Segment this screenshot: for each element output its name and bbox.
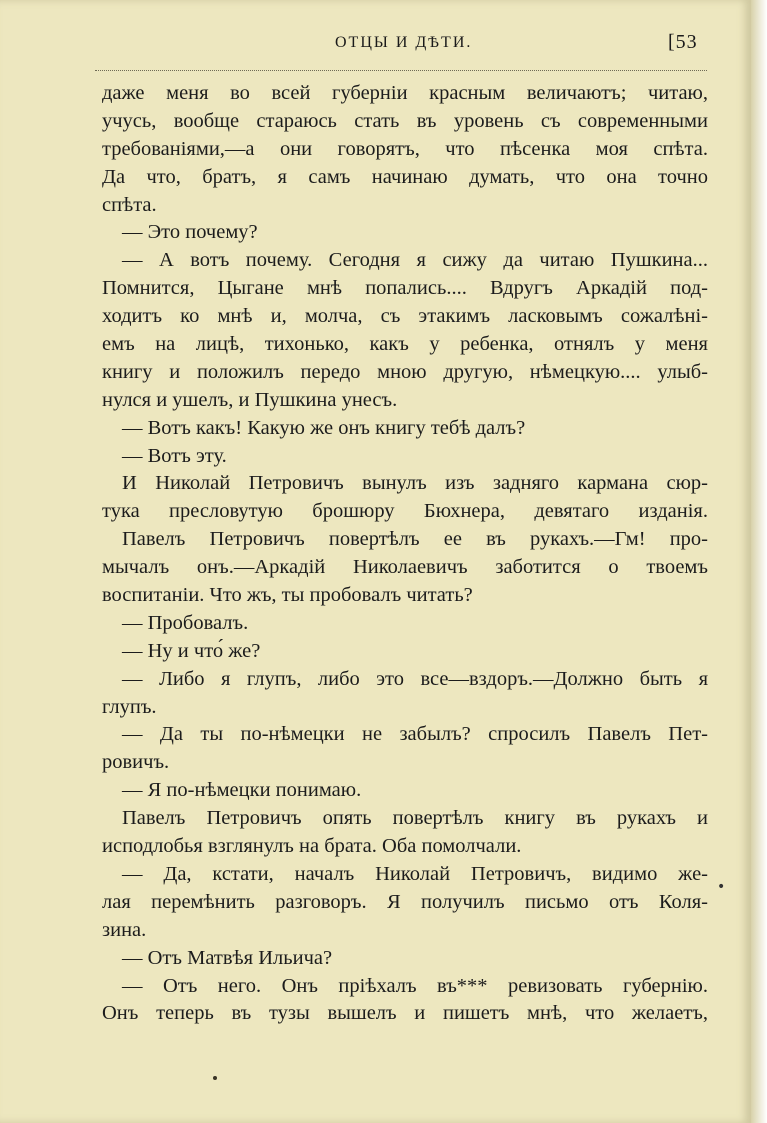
text-line: Да что, братъ, я самъ начинаю думать, что она точно — [102, 165, 708, 188]
text-line: требованіями,—а они говорятъ, что пѣсенка моя спѣта. — [102, 137, 708, 160]
text-line: Помнится, Цыгане мнѣ попались.... Вдругъ Аркадій под- — [102, 277, 708, 300]
running-title: ОТЦЫ И ДѢТИ. — [335, 34, 473, 51]
text-line: зина. — [102, 918, 147, 941]
text-line: Онъ теперь въ тузы вышелъ и пишетъ мнѣ, что желаетъ, — [102, 1002, 708, 1025]
text-line: — Да ты по-нѣмецки не забылъ? спросилъ Павелъ Пет- — [122, 723, 708, 746]
text-line: тука пресловутую брошюру Бюхнера, девятаго изданія. — [102, 500, 708, 523]
text-line: даже меня во всей губерніи красным величаютъ; читаю, — [102, 82, 708, 104]
text-line: — А вотъ почему. Сегодня я сижу да читаю Пушкина... — [122, 249, 708, 272]
text-line: ровичъ. — [102, 751, 170, 774]
text-line: ходитъ ко мнѣ и, молча, съ этакимъ ласковымъ сожалѣні- — [102, 305, 708, 328]
text-line: — Ну и что́ же? — [122, 639, 261, 662]
text-line: — Это почему? — [122, 221, 258, 244]
margin-dot: • — [717, 879, 726, 895]
text-line: Павелъ Петровичъ повертѣлъ ее въ рукахъ.—Гм! про- — [122, 528, 708, 551]
header-divider — [95, 70, 707, 74]
text-line: воспитаніи. Что жъ, ты пробовалъ читать? — [102, 584, 473, 607]
text-line: книгу и положилъ передо мною другую, нѣмецкую.... улыб- — [102, 360, 708, 383]
page-header — [0, 30, 751, 60]
text-line: — Да, кстати, началъ Николай Петровичъ, видимо же- — [122, 862, 708, 885]
paper-speck — [213, 1076, 217, 1080]
text-line: исподлобья взглянулъ на брата. Оба помолчали. — [102, 835, 522, 858]
text-line: мычалъ онъ.—Аркадій Николаевичъ заботится о твоемъ — [102, 556, 708, 579]
text-line: — Либо я глупъ, либо это все—вздоръ.—Должно быть я — [122, 667, 708, 690]
text-line: — Отъ Матвѣя Ильича? — [122, 946, 333, 969]
text-line: емъ на лицѣ, тихонько, какъ у ребенка, отнялъ у меня — [102, 333, 708, 356]
text-line: спѣта. — [102, 193, 157, 216]
text-line: — Вотъ какъ! Какую же онъ книгу тебѣ далъ? — [122, 416, 526, 439]
page-edge — [751, 0, 767, 1123]
body-text — [102, 80, 708, 1028]
text-line: учусь, вообще стараюсь стать въ уровень съ современными — [102, 109, 708, 132]
text-line: — Вотъ эту. — [122, 444, 227, 467]
page-number: [53 — [668, 31, 698, 53]
text-line: — Отъ него. Онъ пріѣхалъ въ*** ревизовать губернію. — [122, 974, 708, 997]
text-line: глупъ. — [102, 695, 157, 718]
text-line: Павелъ Петровичъ опять повертѣлъ книгу въ рукахъ и — [122, 807, 708, 830]
text-line: И Николай Петровичъ вынулъ изъ задняго кармана сюр- — [122, 472, 708, 495]
text-line: — Я по-нѣмецки понимаю. — [122, 779, 362, 802]
text-line: лая перемѣнить разговоръ. Я получилъ письмо отъ Коля- — [102, 890, 708, 913]
text-line: — Пробовалъ. — [122, 611, 249, 634]
text-line: нулся и ушелъ, и Пушкина унесъ. — [102, 388, 398, 411]
